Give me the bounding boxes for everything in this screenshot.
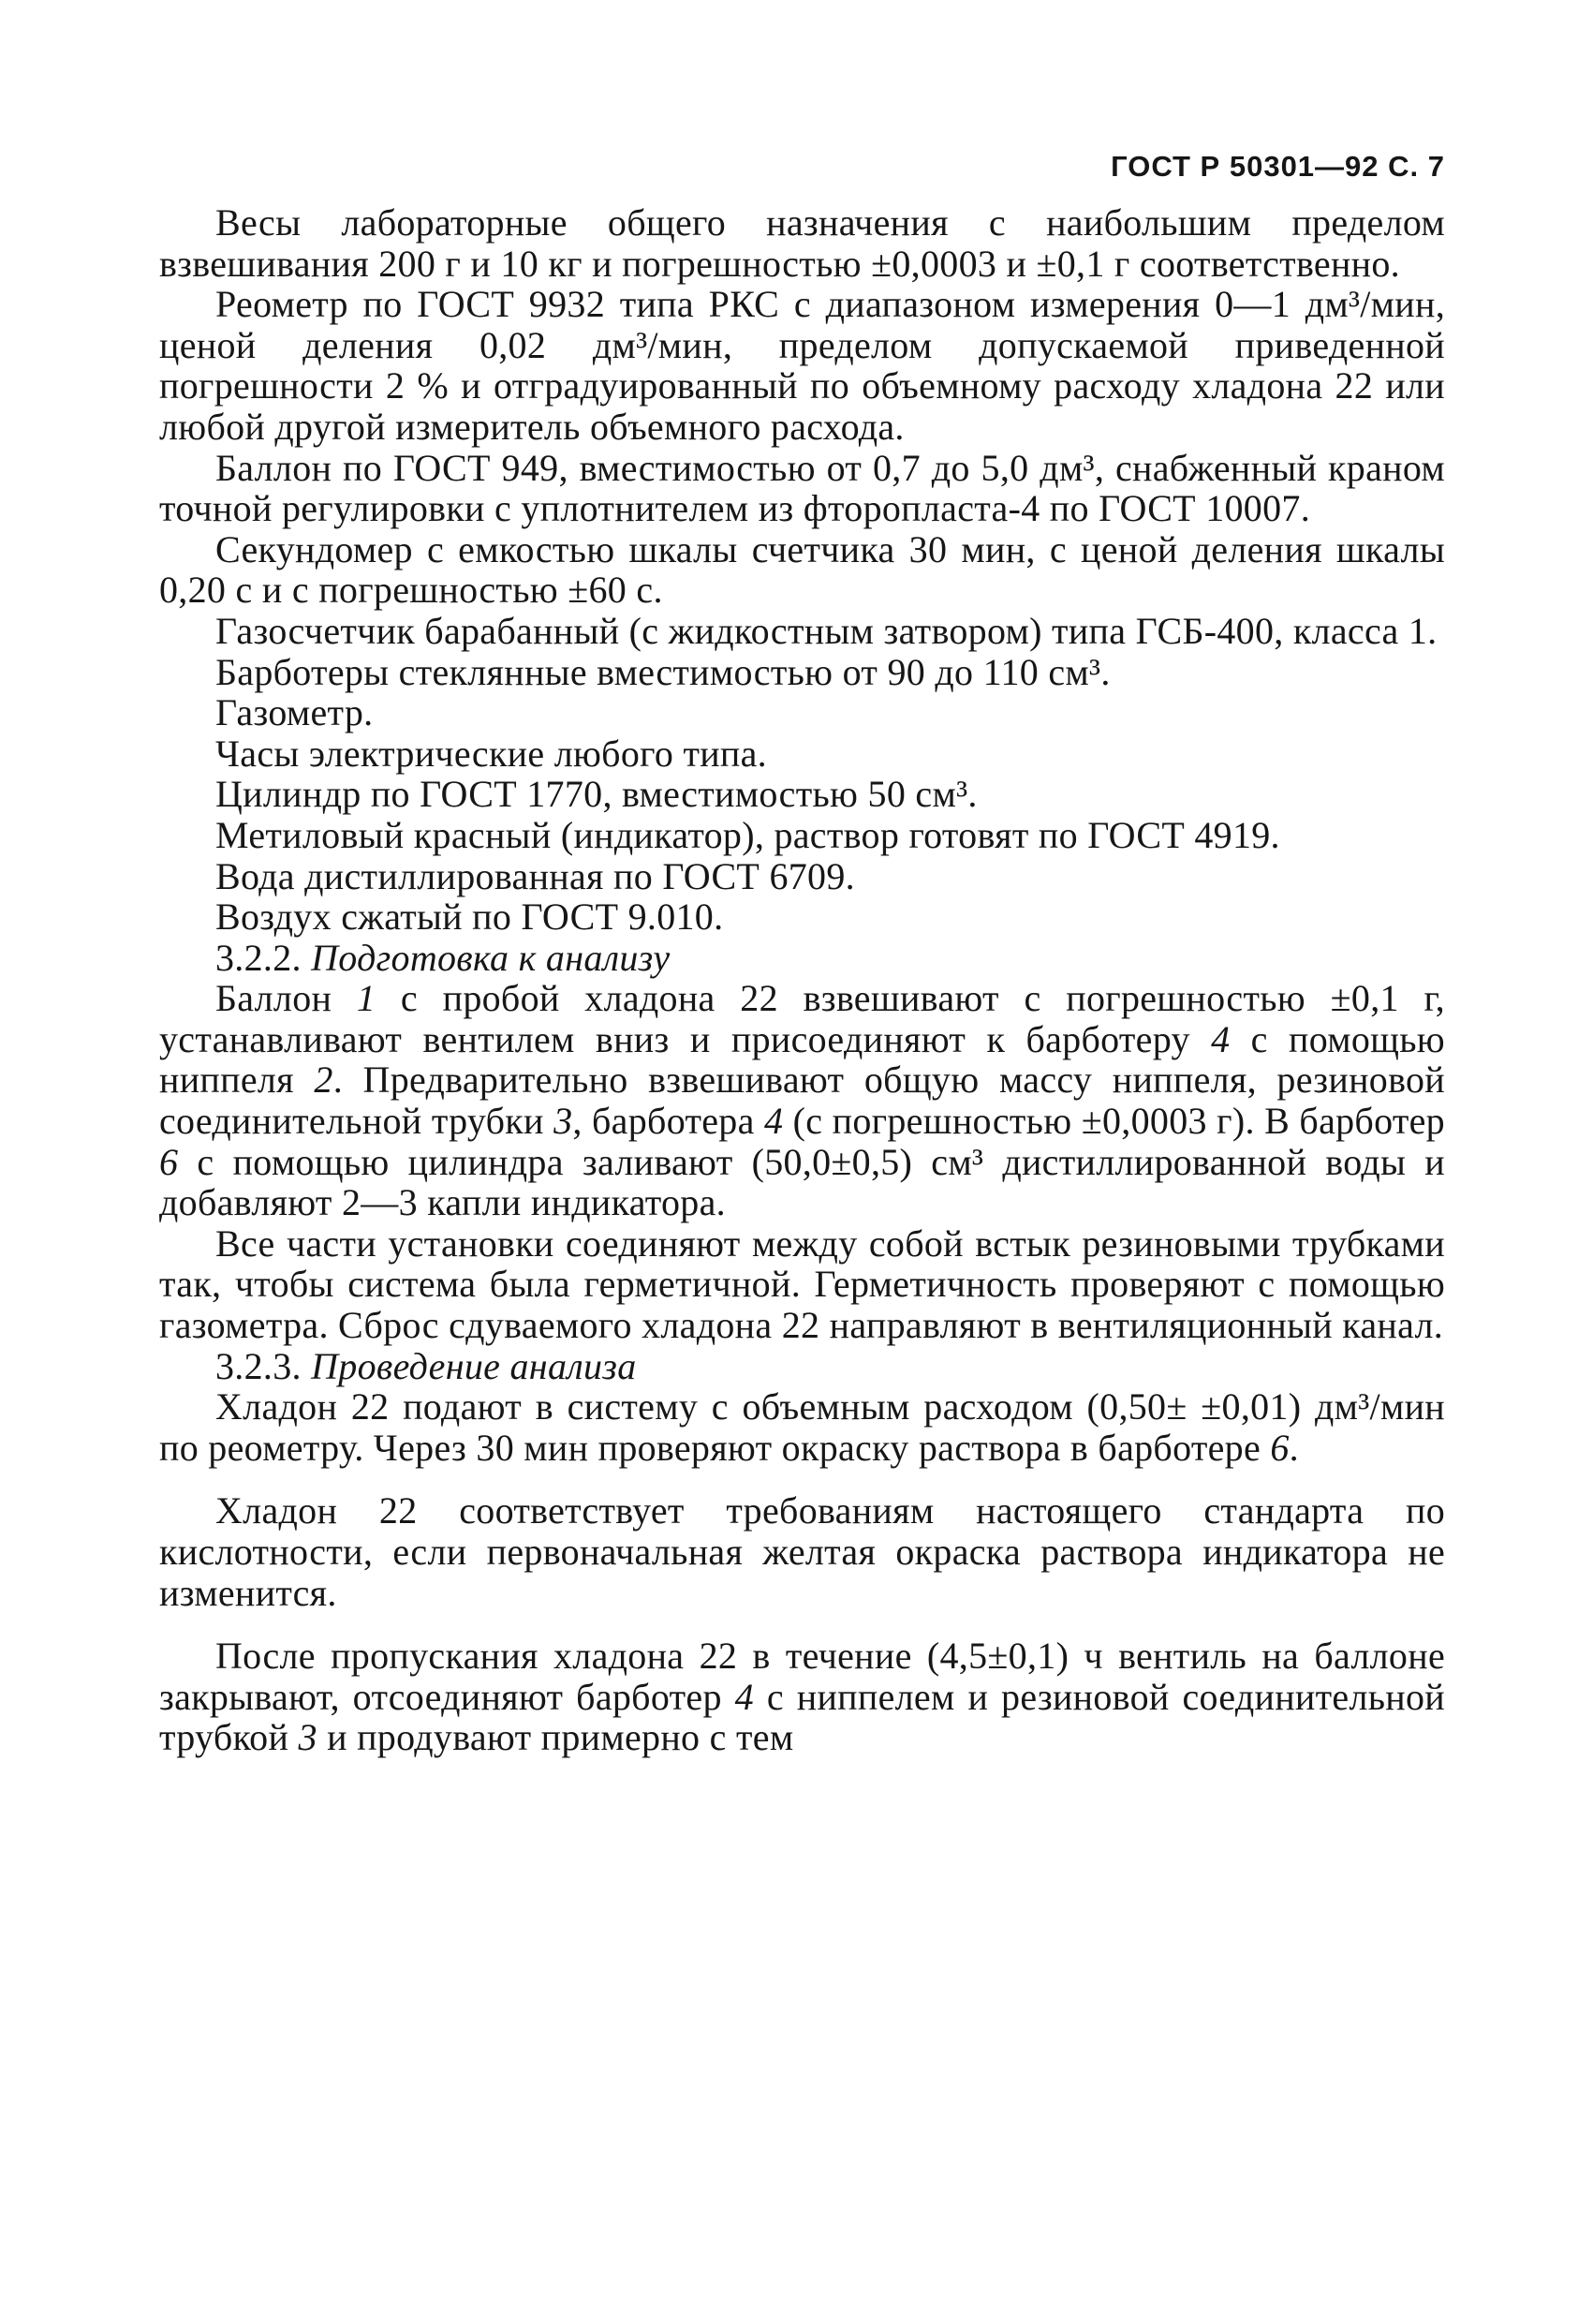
section-heading-3-2-3 bbox=[159, 1346, 1445, 1387]
figure-ref: 4 bbox=[734, 1675, 754, 1718]
text-run: (с погрешностью ±0,0003 г). В барботер bbox=[783, 1100, 1445, 1143]
paragraph: Весы лабораторные общего назначения с наибольшим пределом взвешивания 200 г и 10 кг и погрешностью ±0,0003 и ±0,1 г соответственно. bbox=[159, 201, 1445, 285]
section-number: 3.2.3. bbox=[215, 1344, 302, 1387]
paragraph: Газометр. bbox=[215, 691, 374, 734]
paragraph: Часы электрические любого типа. bbox=[215, 732, 767, 775]
text-run: , барботера bbox=[572, 1100, 764, 1143]
figure-ref: 1 bbox=[356, 977, 376, 1020]
text-run: Хладон 22 подают в систему с объемным расходом (0,50± ±0,01) дм³/мин по реометру. Через 30 мин проверяют окраску раствора в барботере bbox=[159, 1385, 1445, 1469]
paragraph-after bbox=[159, 1636, 1445, 1758]
section-heading-3-2-2 bbox=[159, 938, 1445, 979]
paragraph-procedure bbox=[159, 1386, 1445, 1468]
section-title: Проведение анализа bbox=[311, 1344, 637, 1387]
text-run: с пробой хладона 22 взвешивают с погрешностью ±0,1 г, устанавливают вентилем вниз и присоединяют к барботеру bbox=[159, 977, 1445, 1060]
document-body bbox=[159, 202, 1445, 1758]
section-number: 3.2.2. bbox=[215, 936, 302, 979]
text-run: Баллон bbox=[215, 977, 357, 1020]
paragraph: Баллон по ГОСТ 949, вместимостью от 0,7 до 5,0 дм³, снабженный краном точной регулировки с уплотнителем из фторопласта-4 по ГОСТ 10007. bbox=[159, 446, 1445, 530]
figure-ref: 6 bbox=[159, 1140, 179, 1183]
paragraph-criterion: Хладон 22 соответствует требованиям настоящего стандарта по кислотности, если первоначальная желтая окраска раствора индикатора не изменится. bbox=[159, 1489, 1445, 1614]
paragraph: Секундомер с емкостью шкалы счетчика 30 мин, с ценой деления шкалы 0,20 с и с погрешностью ±60 с. bbox=[159, 527, 1445, 612]
page-header: ГОСТ Р 50301—92 С. 7 bbox=[1111, 150, 1445, 183]
text-run: . Предварительно взвешивают общую массу ниппеля, резиновой соединительной трубки bbox=[159, 1058, 1445, 1143]
text-run: с помощью ниппеля bbox=[159, 1017, 1445, 1102]
figure-ref: 4 bbox=[764, 1100, 784, 1143]
paragraph: Вода дистиллированная по ГОСТ 6709. bbox=[215, 854, 855, 897]
text-run: с помощью цилиндра заливают (50,0±0,5) см³ дистиллированной воды и добавляют 2—3 капли индикатора. bbox=[159, 1140, 1445, 1224]
figure-ref: 6 bbox=[1270, 1426, 1290, 1469]
figure-ref: 4 bbox=[1211, 1017, 1231, 1060]
text-run: После пропускания хладона 22 в течение (4,5±0,1) ч вентиль на баллоне закрывают, отсоединяют барботер bbox=[159, 1635, 1445, 1718]
section-title: Подготовка к анализу bbox=[311, 936, 671, 979]
text-run: . bbox=[1289, 1426, 1299, 1469]
figure-ref: 3 bbox=[553, 1100, 573, 1143]
paragraph: Цилиндр по ГОСТ 1770, вместимостью 50 см³. bbox=[215, 773, 978, 816]
figure-ref: 2 bbox=[314, 1058, 333, 1102]
paragraph-assembly: Все части установки соединяют между собой встык резиновыми трубками так, чтобы система была герметичной. Герметичность проверяют с помощью газометра. Сброс сдуваемого хладона 22 направляют в вентиляционный канал. bbox=[159, 1221, 1445, 1347]
figure-ref: 3 bbox=[298, 1716, 317, 1759]
paragraph: Газосчетчик барабанный (с жидкостным затвором) типа ГСБ-400, класса 1. bbox=[215, 609, 1438, 652]
text-run: и продувают примерно с тем bbox=[317, 1716, 794, 1759]
text-run: с ниппелем и резиновой соединительной трубкой bbox=[159, 1675, 1445, 1759]
paragraph: Барботеры стеклянные вместимостью от 90 до 110 см³. bbox=[215, 650, 1111, 693]
paragraph: Реометр по ГОСТ 9932 типа РКС с диапазоном измерения 0—1 дм³/мин, ценой деления 0,02 дм³/мин, пределом допускаемой приведенной погрешности 2 % и отградуированный по объемному расходу хладона 22 или любой другой измеритель объемного расхода. bbox=[159, 283, 1445, 448]
paragraph: Метиловый красный (индикатор), раствор готовят по ГОСТ 4919. bbox=[215, 813, 1280, 856]
paragraph: Воздух сжатый по ГОСТ 9.010. bbox=[215, 896, 724, 939]
paragraph-preparation bbox=[159, 978, 1445, 1223]
